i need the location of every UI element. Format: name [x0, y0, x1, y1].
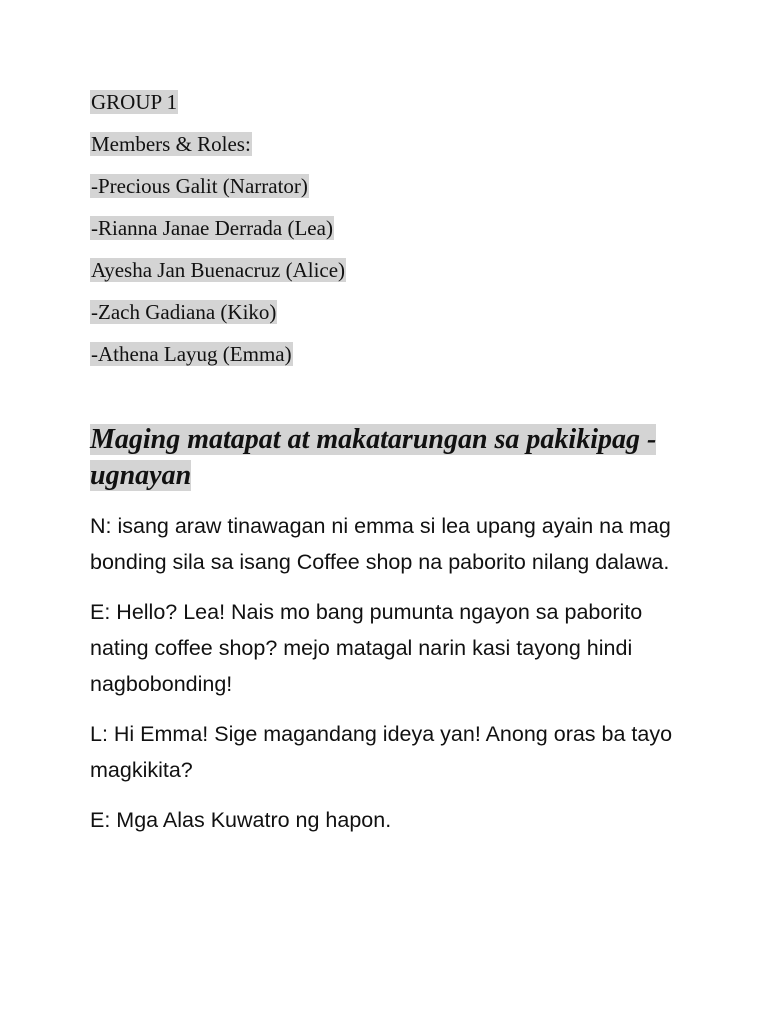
section-heading — [90, 422, 680, 494]
narration-paragraph: N: isang araw tinawagan ni emma si lea upang ayain na mag bonding sila sa isang Coffee shop na paborito nilang dalawa. — [90, 514, 671, 574]
member-item — [90, 214, 680, 242]
document-content — [90, 88, 680, 852]
member-name: Ayesha Jan Buenacruz (Alice) — [91, 258, 346, 282]
member-name: -Precious Galit (Narrator) — [91, 174, 308, 198]
heading-line-1: Maging matapat at makatarungan sa pakikipag - — [90, 424, 657, 455]
member-name: -Rianna Janae Derrada (Lea) — [91, 216, 333, 240]
dialogue-paragraph: E: Mga Alas Kuwatro ng hapon. — [90, 808, 392, 832]
members-list — [90, 172, 680, 368]
group-title: GROUP 1 — [91, 90, 178, 114]
heading-line-2: ugnayan — [90, 460, 192, 491]
dialogue-paragraph: L: Hi Emma! Sige magandang ideya yan! Anong oras ba tayo magkikita? — [90, 722, 673, 782]
members-label: Members & Roles: — [91, 132, 251, 156]
member-item — [90, 298, 680, 326]
members-label-line — [90, 130, 680, 158]
dialogue-paragraph: E: Hello? Lea! Nais mo bang pumunta ngayon sa paborito nating coffee shop? mejo matagal narin kasi tayong hindi nagbobonding! — [90, 600, 643, 696]
member-item — [90, 256, 680, 284]
group-title-line — [90, 88, 680, 116]
member-name: -Zach Gadiana (Kiko) — [91, 300, 277, 324]
member-item — [90, 340, 680, 368]
member-item — [90, 172, 680, 200]
member-name: -Athena Layug (Emma) — [91, 342, 292, 366]
